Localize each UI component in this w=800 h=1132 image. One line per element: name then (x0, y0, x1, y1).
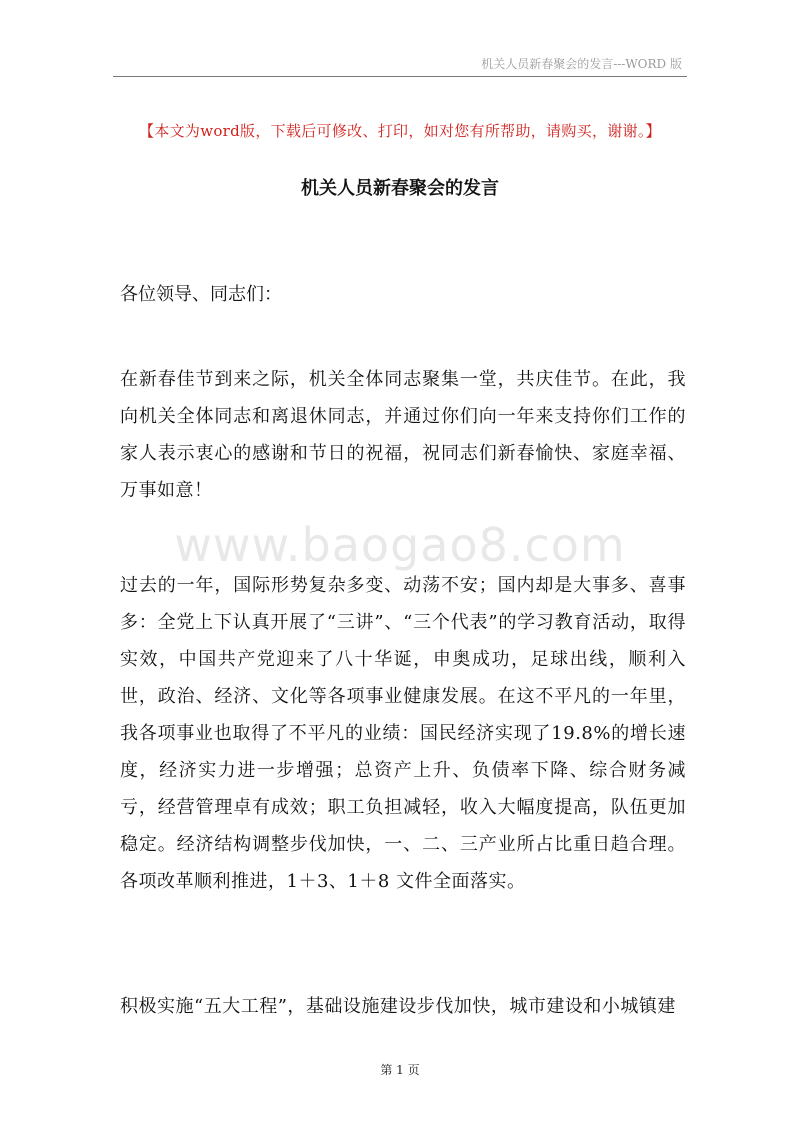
paragraph-3: 积极实施“五大工程”，基础设施建设步伐加快，城市建设和小城镇建 (120, 996, 676, 1017)
paragraph-2: 过去的一年，国际形势复杂多变、动荡不安；国内却是大事多、喜事多：全党上下认真开展了“三讲”、“三个代表”的学习教育活动，取得实效，中国共产党迎来了八十华诞，申奥成功，足球出线，顺利入世，政治、经济、文化等各项事业健康发展。在这不平凡的一年里，我各项事业也取得了不平凡的业绩：国民经济实现了19.8%的增长速度，经济实力进一步增强；总资产上升、负债率下降、综合财务减亏，经营管理卓有成效；职工负担减轻，收入大幅度提高，队伍更加稳定。经济结构调整步伐加快，一、二、三产业所占比重日趋合理。各项改革顺利推进，1＋3、1＋8 文件全面落实。 (120, 575, 686, 892)
header-divider (113, 76, 687, 77)
page-number: 第 1 页 (380, 1063, 420, 1077)
watermark: www.baogao8.com (174, 518, 626, 572)
download-notice: 【本文为word版，下载后可修改、打印，如对您有所帮助，请购买，谢谢。】 (139, 122, 661, 140)
salutation: 各位领导、同志们： (120, 284, 282, 305)
paragraph-1: 在新春佳节到来之际，机关全体同志聚集一堂，共庆佳节。在此，我向机关全体同志和离退休同志，并通过你们向一年来支持你们工作的家人表示衷心的感谢和节日的祝福，祝同志们新春愉快、家庭幸福、万事如意！ (120, 369, 686, 501)
running-header: 机关人员新春聚会的发言---WORD 版 (481, 57, 682, 71)
document-title: 机关人员新春聚会的发言 (301, 178, 499, 199)
